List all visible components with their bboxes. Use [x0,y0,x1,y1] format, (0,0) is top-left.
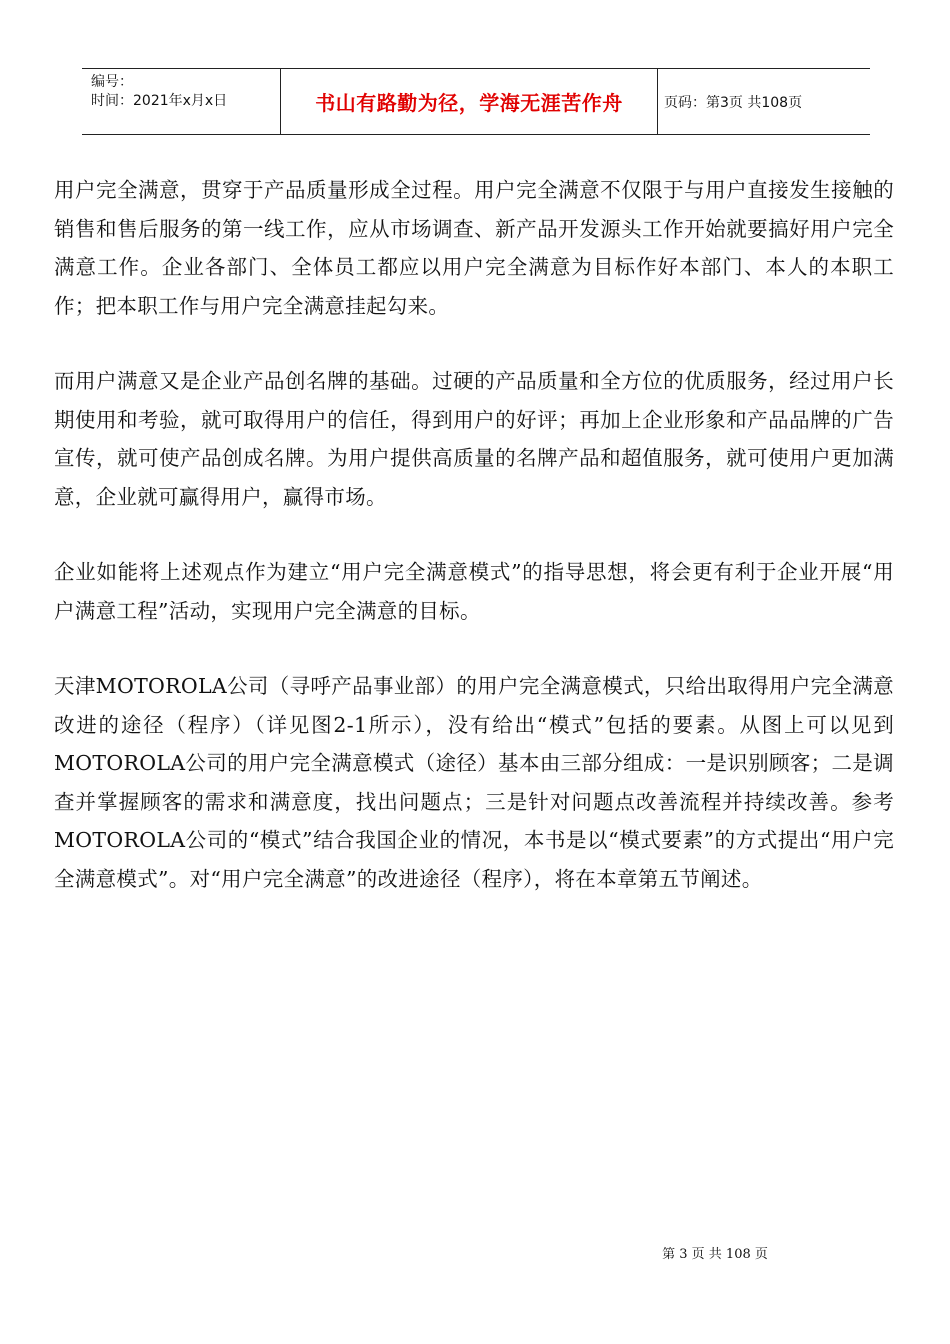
paragraph-4: 天津MOTOROLA公司（寻呼产品事业部）的用户完全满意模式，只给出取得用户完全满意改进的途径（程序）（详见图2-1所示），没有给出“模式”包括的要素。从图上可以见到MOTOROLA公司的用户完全满意模式（途径）基本由三部分组成：一是识别顾客；二是调查并掌握顾客的需求和满意度，找出问题点；三是针对问题点改善流程并持续改善。参考MOTOROLA公司的“模式”结合我国企业的情况，本书是以“模式要素”的方式提出“用户完全满意模式”。对“用户完全满意”的改进途径（程序），将在本章第五节阐述。 [54,674,894,891]
document-number-label: 编号： [91,74,133,90]
page-footer: 第 3 页 共 108 页 [662,1247,768,1262]
paragraph-1: 用户完全满意，贯穿于产品质量形成全过程。用户完全满意不仅限于与用户直接发生接触的销售和售后服务的第一线工作，应从市场调查、新产品开发源头工作开始就要搞好用户完全满意工作。企业各部门、全体员工都应以用户完全满意为目标作好本部门、本人的本职工作；把本职工作与用户完全满意挂起勾来。 [54,178,894,318]
header-page-info: 页码：第3页 共108页 [664,94,803,111]
page-header [82,68,870,135]
document-body [54,171,894,935]
header-motto: 书山有路勤为径，学海无涯苦作舟 [281,69,658,134]
paragraph-3: 企业如能将上述观点作为建立“用户完全满意模式”的指导思想，将会更有利于企业开展“用户满意工程”活动，实现用户完全满意的目标。 [54,560,894,623]
document-date: 时间：2021年x月x日 [91,93,228,109]
paragraph-2: 而用户满意又是企业产品创名牌的基础。过硬的产品质量和全方位的优质服务，经过用户长期使用和考验，就可取得用户的信任，得到用户的好评；再加上企业形象和产品品牌的广告宣传，就可使产品创成名牌。为用户提供高质量的名牌产品和超值服务，就可使用户更加满意，企业就可赢得用户，赢得市场。 [54,369,894,509]
header-meta [82,69,281,134]
